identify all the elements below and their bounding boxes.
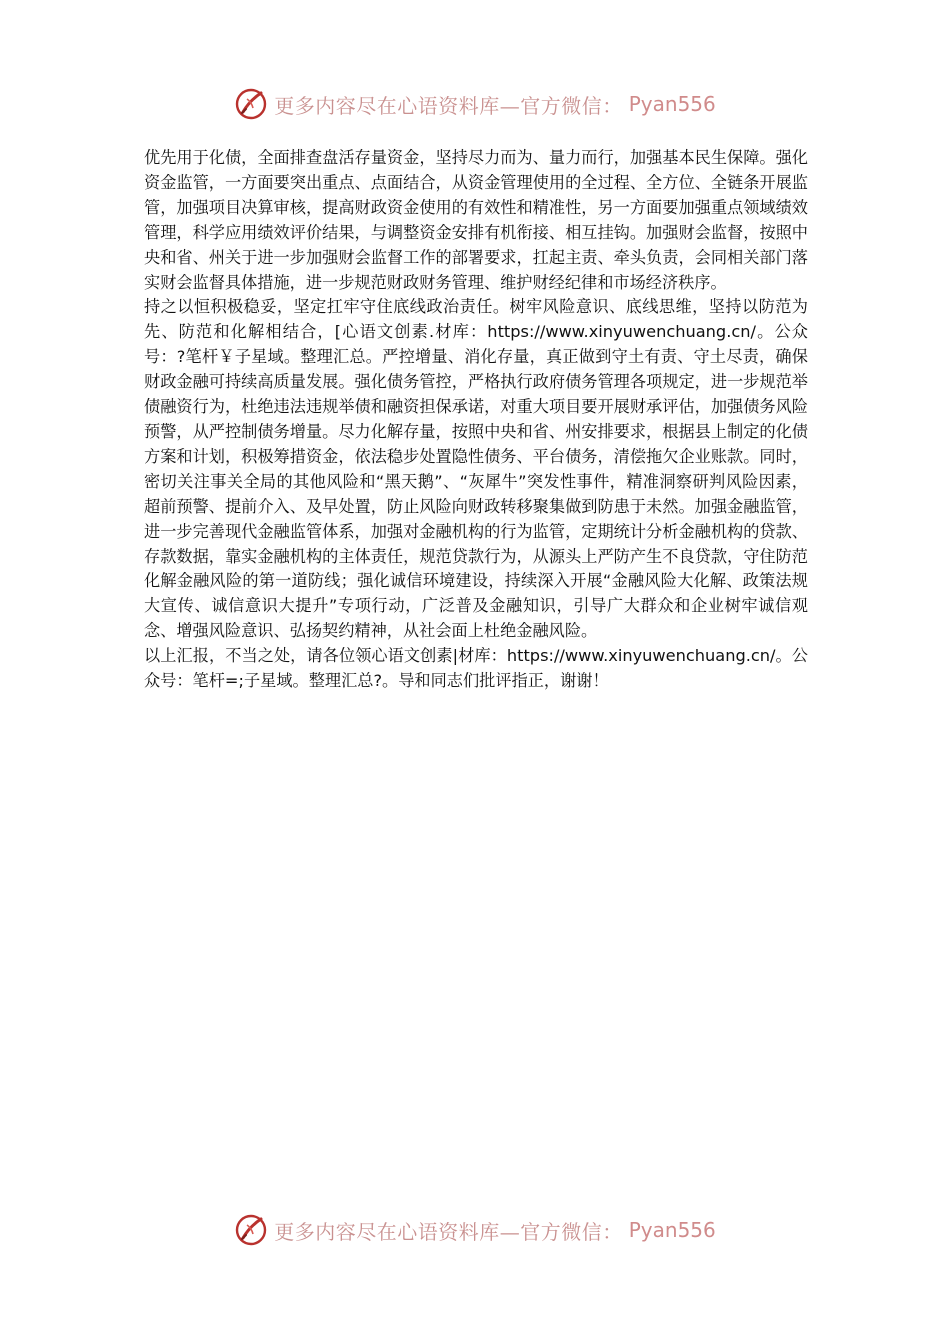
brush-logo-icon [234,1213,268,1247]
watermark-wechat-id: Pyan556 [628,1218,716,1242]
watermark-footer [0,1210,950,1250]
watermark-text: 更多内容尽在心语资料库—官方微信： [274,1219,623,1244]
paragraph-3: 以上汇报，不当之处，请各位领心语文创素|材库：https://www.xinyuwenchuang.cn/。公众号：笔杆=;子星域。整理汇总?。导和同志们批评指正，谢谢！ [144,646,808,691]
brush-logo-icon [234,87,268,121]
paragraph-1: 优先用于化债，全面排查盘活存量资金，坚持尽力而为、量力而行，加强基本民生保障。强化资金监管，一方面要突出重点、点面结合，从资金管理使用的全过程、全方位、全链条开展监管，加强项目决算审核，提高财政资金使用的有效性和精准性，另一方面要加强重点领域绩效管理，科学应用绩效评价结果，与调整资金安排有机衔接、相互挂钩。加强财会监督，按照中央和省、州关于进一步加强财会监督工作的部署要求，扛起主责、牵头负责，会同相关部门落实财会监督具体措施，进一步规范财政财务管理、维护财经纪律和市场经济秩序。 [144,148,808,292]
watermark-text: 更多内容尽在心语资料库—官方微信： [274,93,623,118]
paragraph-2: 持之以恒积极稳妥，坚定扛牢守住底线政治责任。树牢风险意识、底线思维，坚持以防范为先、防范和化解相结合，[心语文创素.材库：https://www.xinyuwenchuang.cn/。公众号：?笔杆￥子星域。整理汇总。严控增量、消化存量，真正做到守土有责、守土尽责，确保财政金融可持续高质量发展。强化债务管控，严格执行政府债务管理各项规定，进一步规范举债融资行为，杜绝违法违规举债和融资担保承诺，对重大项目要开展财承评估，加强债务风险预警，从严控制债务增量。尽力化解存量，按照中央和省、州安排要求，根据县上制定的化债方案和计划，积极筹措资金，依法稳步处置隐性债务、平台债务，清偿拖欠企业账款。同时，密切关注事关全局的其他风险和“黑天鹅”、“灰犀牛”突发性事件，精准洞察研判风险因素，超前预警、提前介入、及早处置，防止风险向财政转移聚集做到防患于未然。加强金融监管，进一步完善现代金融监管体系，加强对金融机构的行为监管，定期统计分析金融机构的贷款、存款数据，靠实金融机构的主体责任，规范贷款行为，从源头上严防产生不良贷款，守住防范化解金融风险的第一道防线；强化诚信环境建设，持续深入开展“金融风险大化解、政策法规大宣传、诚信意识大提升”专项行动，广泛普及金融知识，引导广大群众和企业树牢诚信观念、增强风险意识、弘扬契约精神，从社会面上杜绝金融风险。 [144,297,808,641]
watermark-header [0,84,950,124]
document-body [144,146,808,694]
watermark-wechat-id: Pyan556 [628,92,716,116]
